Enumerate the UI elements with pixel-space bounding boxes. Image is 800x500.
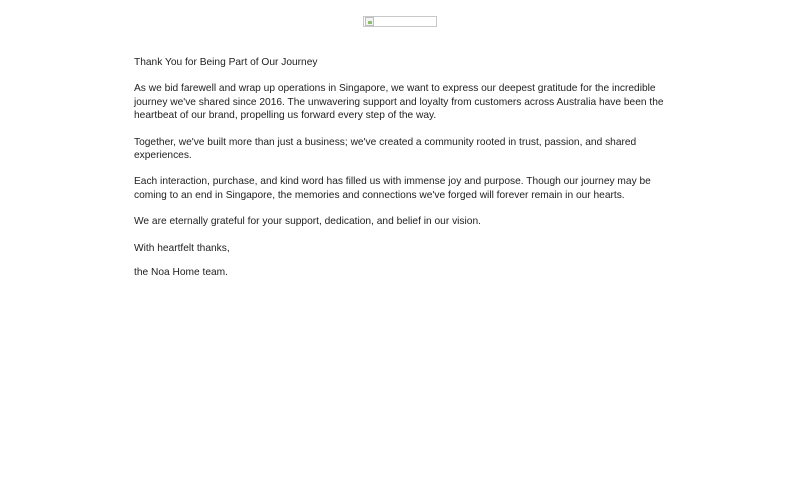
email-paragraph: Together, we've built more than just a business; we've created a community rooted in trust, passion, and shared experiences. bbox=[134, 136, 637, 162]
email-signature: the Noa Home team. bbox=[134, 267, 228, 279]
email-paragraph: We are eternally grateful for your support, dedication, and belief in our vision. bbox=[134, 216, 481, 228]
brand-logo-image bbox=[363, 16, 437, 27]
broken-image-icon bbox=[365, 17, 374, 26]
email-title: Thank You for Being Part of Our Journey bbox=[134, 57, 318, 68]
email-paragraph: As we bid farewell and wrap up operations in Singapore, we want to express our deepest gratitude for the incredible journey we've shared since 2016. The unwavering support and loyalty from customers across Australia have been the heartbeat of our brand, propelling us forward every step of the way. bbox=[134, 83, 664, 122]
email-paragraph: Each interaction, purchase, and kind word has filled us with immense joy and purpose. Though our journey may be coming to an end in Singapore, the memories and connections we've forged will forever remain in our hearts. bbox=[134, 176, 651, 201]
email-body bbox=[134, 56, 666, 279]
email-closing: With heartfelt thanks, bbox=[134, 242, 230, 254]
